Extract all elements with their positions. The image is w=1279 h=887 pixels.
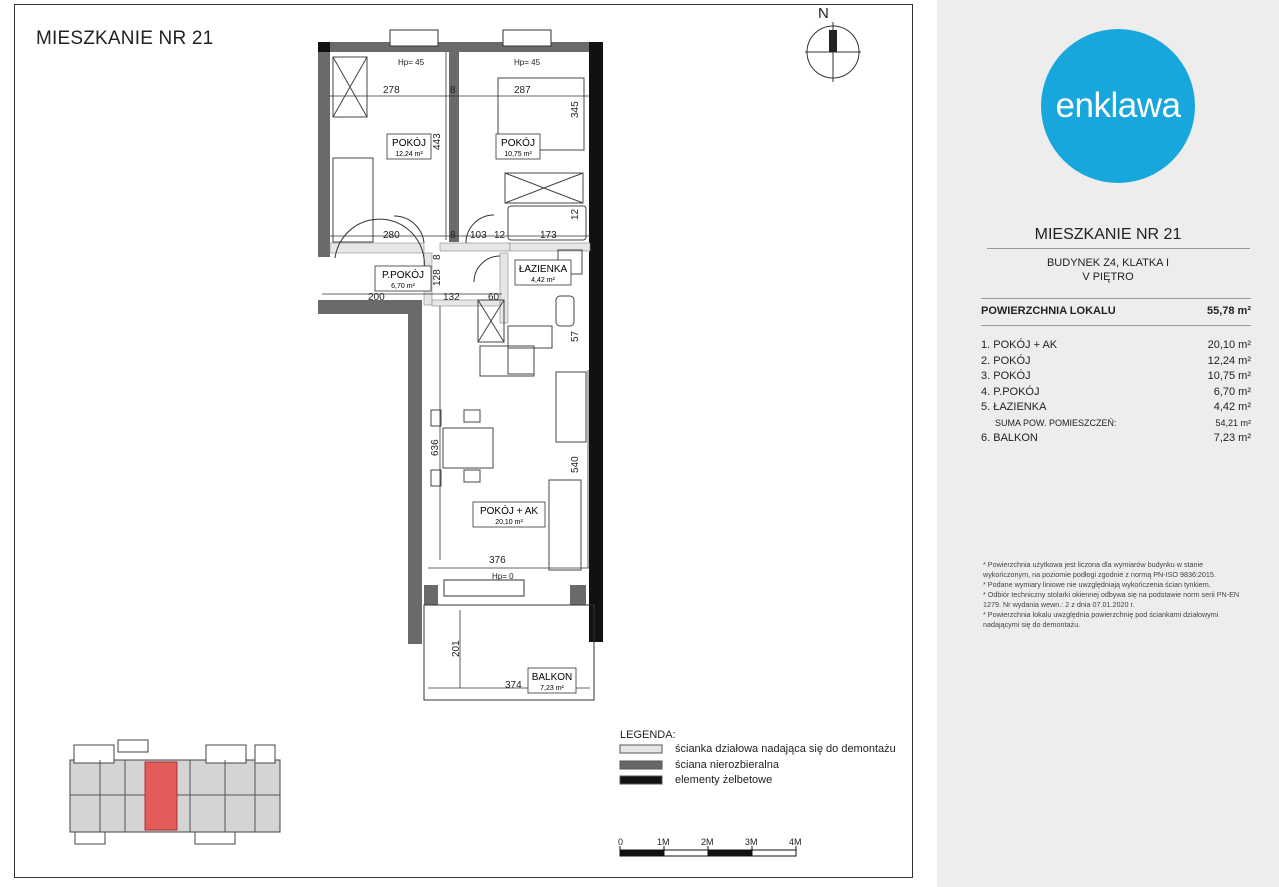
scale-bar bbox=[620, 846, 796, 856]
building-label: BUDYNEK Z4, KLATKA I bbox=[1046, 257, 1170, 269]
apartment-highlight bbox=[145, 762, 177, 830]
room-area: 10,75 m² bbox=[504, 151, 532, 158]
legend-swatches bbox=[620, 745, 662, 784]
room-area: 6,70 m² bbox=[391, 283, 415, 290]
scale-label: 1M bbox=[657, 837, 670, 847]
scale-label: 3M bbox=[745, 837, 758, 847]
dimension-label: 12 bbox=[494, 230, 506, 241]
scale-label: 4M bbox=[789, 837, 802, 847]
load-bearing-walls bbox=[318, 42, 598, 644]
floor-label: V PIĘTRO bbox=[1082, 271, 1134, 283]
room-row: 4. P.POKÓJ 6,70 m² bbox=[981, 386, 1251, 398]
dimension-label: 132 bbox=[443, 292, 460, 303]
panel-title: MIESZKANIE NR 21 bbox=[1034, 226, 1182, 243]
dimension-label: 443 bbox=[432, 133, 443, 150]
key-plan-building bbox=[70, 740, 280, 844]
scale-label: 2M bbox=[701, 837, 714, 847]
room-name: POKÓJ bbox=[392, 138, 426, 149]
room-sum-row: SUMA POW. POMIESZCZEŃ: 54,21 m² bbox=[995, 418, 1251, 428]
area-label: POWIERZCHNIA LOKALU bbox=[981, 305, 1116, 317]
dimension-label: 636 bbox=[430, 439, 441, 456]
footnotes: * Powierzchnia użytkowa jest liczona dla wymiarów budynku w stanie wykończonym, na poziomie podłogi zgodnie z normą PN-ISO 9836:2015. * Podane wymiary liniowe nie uwzględniają wykończenia ścian tynkiem. * Odbiór techniczny stolarki okiennej odbywa się na podstawie norm serii PN-EN 1279. Nr wydania wewn.: 2 z dnia 07.01.2020 r. * Powierzchnia lokalu uwzględnia powierzchnię pod ściankami działowymi nadającymi się do demontażu. bbox=[983, 560, 1240, 629]
room-area: 7,23 m² bbox=[540, 685, 564, 692]
dimension-label: 287 bbox=[514, 85, 531, 96]
room-area: 12,24 m² bbox=[395, 151, 423, 158]
room-area: 4,42 m² bbox=[531, 277, 555, 284]
concrete-elements bbox=[318, 42, 603, 642]
dimension-label: 128 bbox=[432, 269, 443, 286]
room-row: 6. BALKON 7,23 m² bbox=[981, 432, 1251, 444]
enklawa-logo: enklawa bbox=[1041, 29, 1195, 183]
dimension-label: 8 bbox=[450, 85, 456, 96]
room-name: POKÓJ + AK bbox=[479, 506, 539, 517]
room-row: 2. POKÓJ 12,24 m² bbox=[981, 355, 1251, 367]
dimension-label: 345 bbox=[570, 101, 581, 118]
divider bbox=[981, 298, 1251, 299]
info-panel bbox=[937, 0, 1279, 887]
room-name: BALKON bbox=[531, 672, 573, 683]
divider bbox=[987, 248, 1250, 249]
dimension-label: 201 bbox=[451, 640, 462, 657]
room-row: 1. POKÓJ + AK 20,10 m² bbox=[981, 339, 1251, 351]
plan-title: MIESZKANIE NR 21 bbox=[36, 28, 214, 49]
dimension-label: 12 bbox=[570, 208, 581, 220]
dimension-label: 280 bbox=[383, 230, 400, 241]
compass-icon bbox=[805, 22, 861, 82]
compass-north-label: N bbox=[818, 5, 829, 22]
window-height-label: Hp= 45 bbox=[514, 58, 541, 67]
dimension-label: 374 bbox=[505, 680, 522, 691]
room-row: 5. ŁAZIENKA 4,42 m² bbox=[981, 401, 1251, 413]
dimension-label: 173 bbox=[540, 230, 557, 241]
dimension-label: 200 bbox=[368, 292, 385, 303]
divider bbox=[981, 325, 1251, 326]
scale-label: 0 bbox=[618, 837, 624, 847]
room-name: P.POKÓJ bbox=[381, 270, 425, 281]
legend-title: LEGENDA: bbox=[620, 729, 676, 741]
dimension-label: 540 bbox=[570, 456, 581, 473]
window-height-label: Hp= 45 bbox=[398, 58, 425, 67]
dimension-label: 103 bbox=[470, 230, 487, 241]
dimension-label: 376 bbox=[489, 555, 506, 566]
dimension-label: 278 bbox=[383, 85, 400, 96]
dimension-label: 60 bbox=[488, 292, 500, 303]
room-name: ŁAZIENKA bbox=[518, 264, 568, 275]
room-row: 3. POKÓJ 10,75 m² bbox=[981, 370, 1251, 382]
room-area: 20,10 m² bbox=[495, 519, 523, 526]
dimension-label: 8 bbox=[432, 254, 443, 260]
window-height-label: Hp= 0 bbox=[492, 572, 514, 581]
dimension-label: 57 bbox=[570, 330, 581, 342]
area-value: 55,78 m² bbox=[1206, 305, 1251, 317]
dimension-label: 8 bbox=[450, 230, 456, 241]
room-name: POKÓJ bbox=[501, 138, 535, 149]
